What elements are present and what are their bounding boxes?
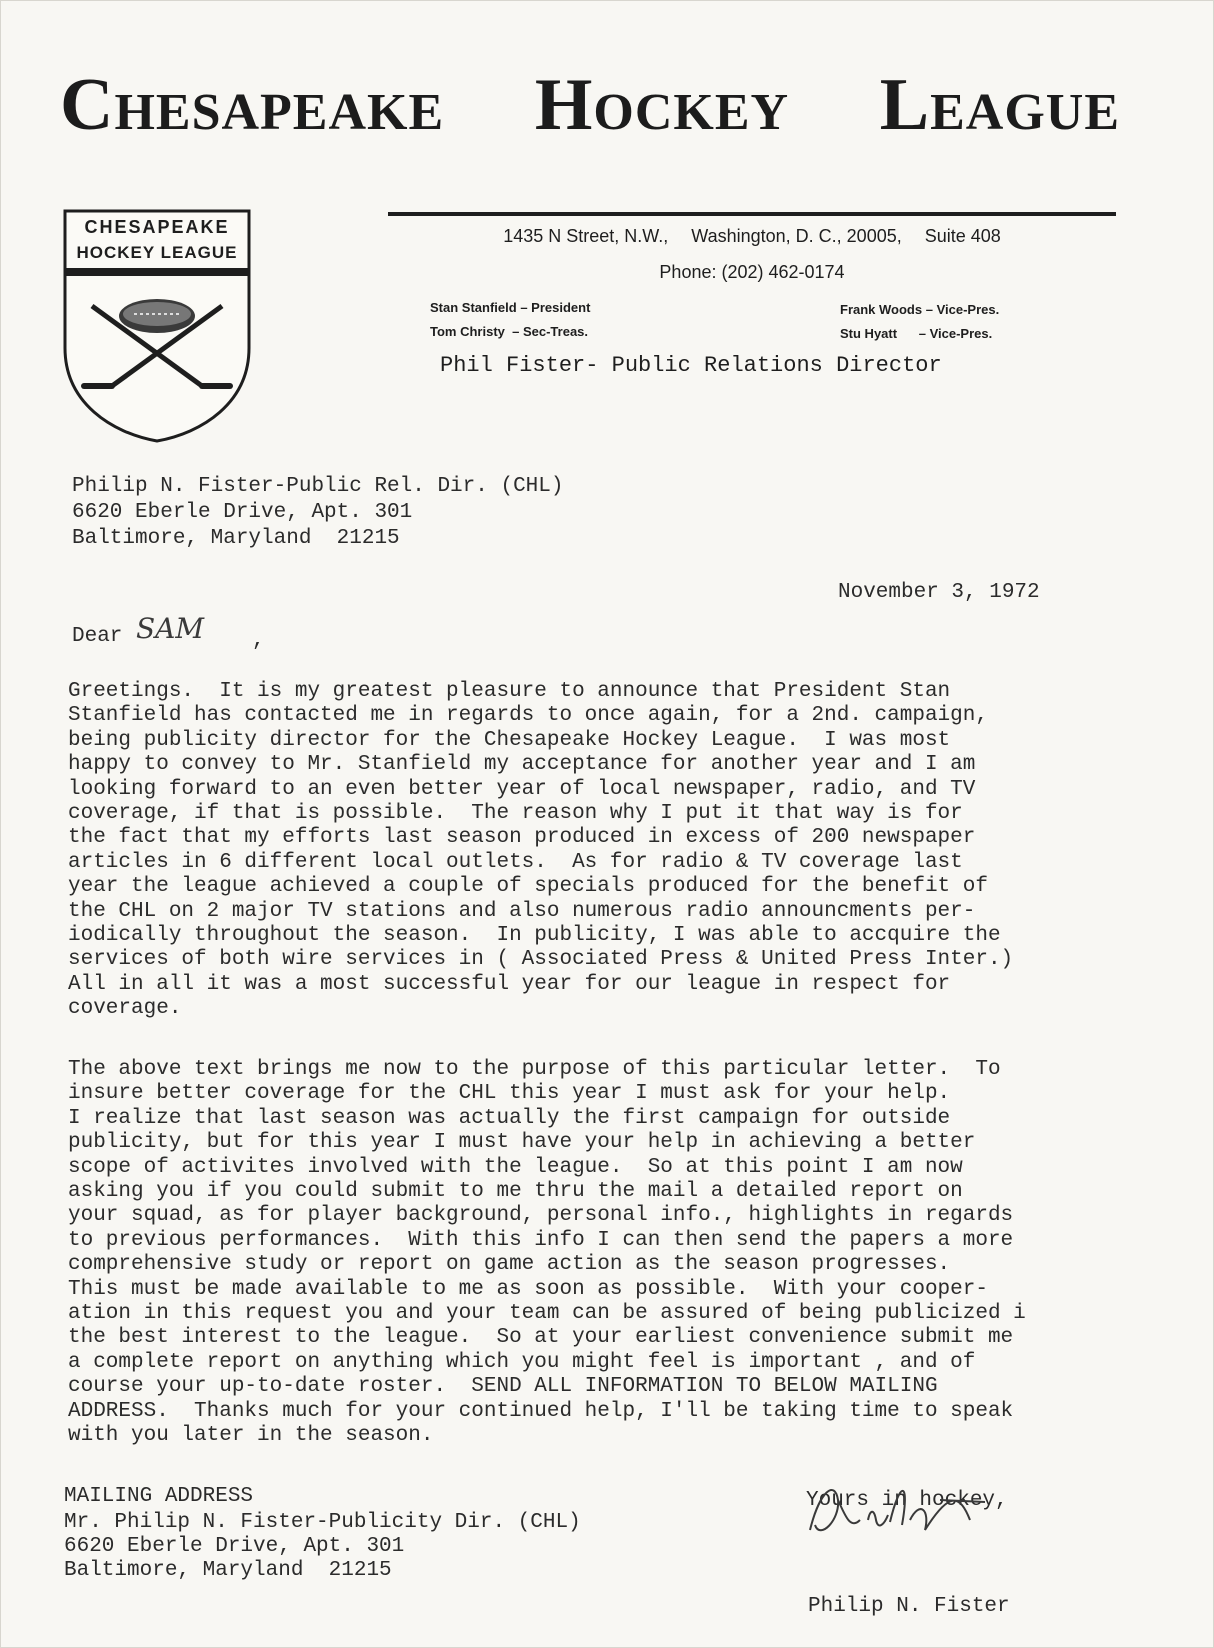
sender-line: Baltimore, Maryland 21215 — [72, 527, 400, 550]
text-line: ADDRESS. Thanks much for your continued help, I'll be taking time to speak — [68, 1399, 1014, 1423]
officer-name: Tom Christy — [430, 324, 505, 339]
text-line: the CHL on 2 major TV stations and also numerous radio announcments per- — [68, 899, 976, 923]
text-line: happy to convey to Mr. Stanfield my acceptance for another year and I am — [68, 753, 976, 777]
sender-line: 6620 Eberle Drive, Apt. 301 — [72, 501, 413, 524]
officer-vice-pres-1 — [840, 302, 999, 317]
text-line: being publicity director for the Chesapeake Hockey League. I was most — [68, 728, 951, 752]
text-line: year the league achieved a couple of specials produced for the benefit of — [68, 875, 988, 899]
address-street: 1435 N Street, N.W., — [503, 226, 669, 246]
text-line: services of both wire services in ( Associated Press & United Press Inter.) — [68, 948, 1014, 972]
text-line: All in all it was a most successful year for our league in respect for — [68, 972, 951, 996]
text-line: asking you if you could submit to me thru the mail a detailed report on — [68, 1180, 963, 1204]
body-paragraph-2 — [68, 1058, 1198, 1449]
text-line: coverage. — [68, 997, 182, 1021]
letterhead-title-word: Chesapeake — [60, 63, 445, 146]
address-suite: Suite 408 — [924, 226, 1001, 246]
mailing-line: Mr. Philip N. Fister-Publicity Dir. (CHL) — [64, 1511, 581, 1534]
text-line: articles in 6 different local outlets. As for radio & TV coverage last — [68, 850, 963, 874]
text-line: course your up-to-date roster. SEND ALL INFORMATION TO BELOW MAILING — [68, 1375, 938, 1399]
officer-title: – President — [520, 300, 591, 315]
text-line: insure better coverage for the CHL this year I must ask for your help. — [68, 1082, 951, 1106]
salutation-prefix: Dear — [72, 625, 123, 648]
public-relations-line: Phil Fister- Public Relations Director — [440, 353, 942, 378]
letterhead-title-word: League — [879, 63, 1120, 146]
logo-text-line2: HOCKEY LEAGUE — [76, 243, 238, 262]
text-line: Greetings. It is my greatest pleasure to announce that President Stan — [68, 680, 951, 703]
mailing-line: Baltimore, Maryland 21215 — [64, 1559, 392, 1582]
officer-title: – Vice-Pres. — [918, 326, 993, 341]
puck-icon — [119, 299, 195, 333]
text-line: This must be made available to me as soon as possible. With your cooper- — [68, 1277, 988, 1301]
valediction: Yours in hockey, — [806, 1489, 1008, 1512]
salutation-handwritten-name: SAM — [136, 612, 205, 645]
text-line: the best interest to the league. So at your earliest convenience submit me — [68, 1326, 1014, 1350]
handwritten-signature — [790, 1470, 990, 1560]
text-line: scope of activites involved with the league. So at this point I am now — [68, 1155, 963, 1179]
mailing-line: 6620 Eberle Drive, Apt. 301 — [64, 1535, 405, 1558]
text-line: I realize that last season was actually the first campaign for outside — [68, 1106, 951, 1130]
letterhead-rule — [388, 212, 1116, 216]
officer-sec-treas — [430, 324, 588, 339]
salutation-comma: , — [252, 629, 265, 652]
text-line: iodically throughout the season. In publicity, I was able to accquire the — [68, 924, 1001, 948]
typed-signatory-name: Philip N. Fister — [808, 1595, 1010, 1618]
officer-name: Stu Hyatt — [840, 326, 898, 341]
letterhead-title — [60, 60, 1120, 150]
text-line: with you later in the season. — [68, 1424, 434, 1448]
text-line: a complete report on anything which you might feel is important , and of — [68, 1350, 976, 1374]
logo-text-line1: CHESAPEAKE — [84, 217, 230, 237]
officer-title: – Sec-Treas. — [512, 324, 589, 339]
text-line: Stanfield has contacted me in regards to once again, for a 2nd. campaign, — [68, 704, 988, 728]
officer-vice-pres-2 — [840, 326, 992, 341]
text-line: publicity, but for this year I must have your help in achieving a better — [68, 1131, 976, 1155]
letterhead-title-word: Hockey — [534, 63, 790, 146]
text-line: comprehensive study or report on game action as the season progresses. — [68, 1253, 951, 1277]
officer-president — [430, 300, 590, 315]
league-shield-logo — [62, 208, 252, 444]
letterhead-address — [388, 226, 1116, 247]
mailing-heading: MAILING ADDRESS — [64, 1485, 254, 1508]
text-line: looking forward to an even better year of local newspaper, radio, and TV — [68, 777, 976, 801]
address-city: Washington, D. C., 20005, — [691, 226, 902, 246]
letter-date: November 3, 1972 — [838, 581, 1040, 604]
text-line: ation in this request you and your team can be assured of being publicized i — [68, 1302, 1026, 1326]
sender-line: Philip N. Fister-Public Rel. Dir. (CHL) — [72, 475, 564, 498]
text-line: coverage, if that is possible. The reason why I put it that way is for — [68, 802, 963, 826]
letterhead-phone: Phone: (202) 462-0174 — [659, 262, 845, 282]
officer-name: Frank Woods — [840, 302, 923, 317]
text-line: the fact that my efforts last season produced in excess of 200 newspaper — [68, 826, 976, 850]
officer-name: Stan Stanfield — [430, 300, 517, 315]
text-line: your squad, as for player background, personal info., highlights in regards — [68, 1204, 1014, 1228]
text-line: to previous performances. With this info I can then send the papers a more — [68, 1228, 1014, 1252]
text-line: The above text brings me now to the purpose of this particular letter. To — [68, 1058, 1001, 1081]
officer-title: – Vice-Pres. — [925, 302, 1000, 317]
body-paragraph-1 — [68, 680, 1198, 1022]
